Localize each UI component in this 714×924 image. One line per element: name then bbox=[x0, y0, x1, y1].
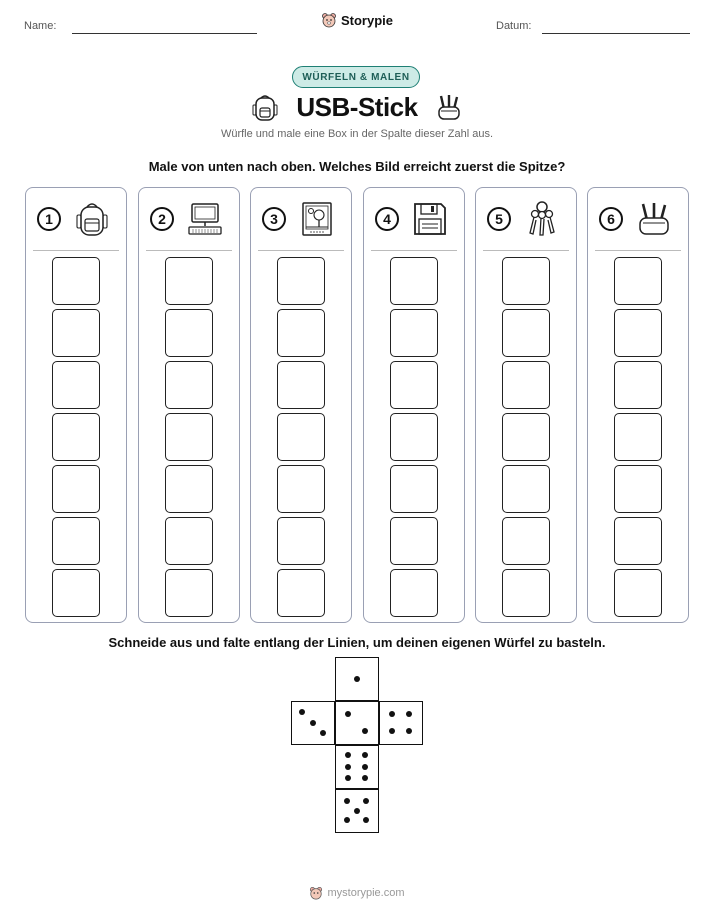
column-divider bbox=[33, 250, 119, 251]
column-number: 4 bbox=[375, 207, 399, 231]
color-box[interactable] bbox=[277, 465, 325, 513]
dice-pip bbox=[320, 730, 326, 736]
dice-pip bbox=[345, 775, 351, 781]
dice-face[interactable] bbox=[291, 701, 335, 745]
column-number: 5 bbox=[487, 207, 511, 231]
column-2 bbox=[138, 187, 240, 623]
color-box[interactable] bbox=[390, 309, 438, 357]
instruction: Male von unten nach oben. Welches Bild erreicht zuerst die Spitze? bbox=[148, 159, 566, 174]
color-box[interactable] bbox=[614, 361, 662, 409]
color-box[interactable] bbox=[390, 517, 438, 565]
dice-pip bbox=[406, 711, 412, 717]
color-box[interactable] bbox=[165, 413, 213, 461]
dice-pip bbox=[344, 798, 350, 804]
dice-pip bbox=[345, 711, 351, 717]
column-divider bbox=[483, 250, 569, 251]
color-box[interactable] bbox=[165, 569, 213, 617]
title-row bbox=[0, 92, 714, 123]
cut-instruction: Schneide aus und falte entlang der Linien, um deinen eigenen Würfel zu basteln. bbox=[108, 635, 606, 650]
date-line[interactable] bbox=[542, 33, 690, 34]
pencil-case-icon bbox=[636, 200, 672, 238]
dice-face[interactable] bbox=[335, 701, 379, 745]
column-divider bbox=[595, 250, 681, 251]
storypie-bear-icon bbox=[309, 886, 323, 900]
date-label: Datum: bbox=[496, 20, 532, 32]
color-box[interactable] bbox=[502, 257, 550, 305]
color-box[interactable] bbox=[614, 257, 662, 305]
color-box[interactable] bbox=[52, 517, 100, 565]
brand-name: Storypie bbox=[340, 12, 393, 28]
dice-pip bbox=[344, 817, 350, 823]
color-box[interactable] bbox=[502, 569, 550, 617]
column-number: 6 bbox=[599, 207, 623, 231]
color-box[interactable] bbox=[165, 309, 213, 357]
dice-pip bbox=[362, 775, 368, 781]
dice-pip bbox=[362, 728, 368, 734]
dice-pip bbox=[299, 709, 305, 715]
brand-logo bbox=[0, 12, 714, 28]
color-box[interactable] bbox=[277, 413, 325, 461]
dice-pip bbox=[362, 752, 368, 758]
color-box[interactable] bbox=[390, 465, 438, 513]
dice-pip bbox=[354, 676, 360, 682]
footer bbox=[0, 886, 714, 900]
dice-face[interactable] bbox=[335, 789, 379, 833]
dice-pip bbox=[362, 764, 368, 770]
column-5 bbox=[475, 187, 577, 623]
column-number: 2 bbox=[150, 207, 174, 231]
color-box[interactable] bbox=[165, 361, 213, 409]
color-box[interactable] bbox=[277, 517, 325, 565]
color-box[interactable] bbox=[614, 413, 662, 461]
column-1 bbox=[25, 187, 127, 623]
floppy-disk-icon bbox=[412, 200, 448, 238]
dice-pip bbox=[345, 752, 351, 758]
color-box[interactable] bbox=[502, 517, 550, 565]
color-box[interactable] bbox=[614, 465, 662, 513]
color-box[interactable] bbox=[390, 569, 438, 617]
column-number: 3 bbox=[262, 207, 286, 231]
color-box[interactable] bbox=[52, 361, 100, 409]
column-number: 1 bbox=[37, 207, 61, 231]
color-box[interactable] bbox=[52, 257, 100, 305]
column-divider bbox=[258, 250, 344, 251]
activity-badge: WÜRFELN & MALEN bbox=[292, 66, 420, 88]
column-3 bbox=[250, 187, 352, 623]
name-label: Name: bbox=[24, 20, 57, 32]
dice-pip bbox=[354, 808, 360, 814]
color-box[interactable] bbox=[390, 413, 438, 461]
color-box[interactable] bbox=[614, 569, 662, 617]
subtitle: Würfle und male eine Box in der Spalte dieser Zahl aus. bbox=[220, 128, 494, 140]
picture-icon bbox=[299, 200, 335, 238]
color-box[interactable] bbox=[277, 257, 325, 305]
dice-pip bbox=[406, 728, 412, 734]
color-box[interactable] bbox=[52, 413, 100, 461]
storypie-bear-icon bbox=[321, 12, 337, 28]
color-box[interactable] bbox=[502, 309, 550, 357]
dice-face[interactable] bbox=[335, 657, 379, 701]
pencil-case-icon bbox=[436, 93, 462, 123]
color-box[interactable] bbox=[52, 569, 100, 617]
color-box[interactable] bbox=[277, 309, 325, 357]
backpack-icon bbox=[252, 93, 278, 123]
backpack-icon bbox=[74, 200, 110, 238]
color-box[interactable] bbox=[52, 309, 100, 357]
keys-icon bbox=[524, 200, 560, 238]
color-box[interactable] bbox=[390, 257, 438, 305]
page-title: USB-Stick bbox=[296, 92, 418, 122]
color-box[interactable] bbox=[165, 517, 213, 565]
column-4 bbox=[363, 187, 465, 623]
column-6 bbox=[587, 187, 689, 623]
color-box[interactable] bbox=[502, 361, 550, 409]
dice-pip bbox=[389, 728, 395, 734]
color-box[interactable] bbox=[52, 465, 100, 513]
footer-url: mystorypie.com bbox=[327, 887, 405, 899]
dice-pip bbox=[345, 764, 351, 770]
computer-icon bbox=[187, 200, 223, 238]
color-box[interactable] bbox=[614, 309, 662, 357]
dice-face[interactable] bbox=[335, 745, 379, 789]
color-box[interactable] bbox=[502, 413, 550, 461]
color-box[interactable] bbox=[614, 517, 662, 565]
dice-pip bbox=[310, 720, 316, 726]
color-box[interactable] bbox=[277, 569, 325, 617]
dice-pip bbox=[389, 711, 395, 717]
color-box[interactable] bbox=[390, 361, 438, 409]
color-box[interactable] bbox=[165, 257, 213, 305]
color-box[interactable] bbox=[502, 465, 550, 513]
dice-face[interactable] bbox=[379, 701, 423, 745]
dice-pip bbox=[363, 817, 369, 823]
color-box[interactable] bbox=[277, 361, 325, 409]
color-box[interactable] bbox=[165, 465, 213, 513]
column-divider bbox=[146, 250, 232, 251]
column-divider bbox=[371, 250, 457, 251]
dice-pip bbox=[363, 798, 369, 804]
name-line[interactable] bbox=[72, 33, 257, 34]
